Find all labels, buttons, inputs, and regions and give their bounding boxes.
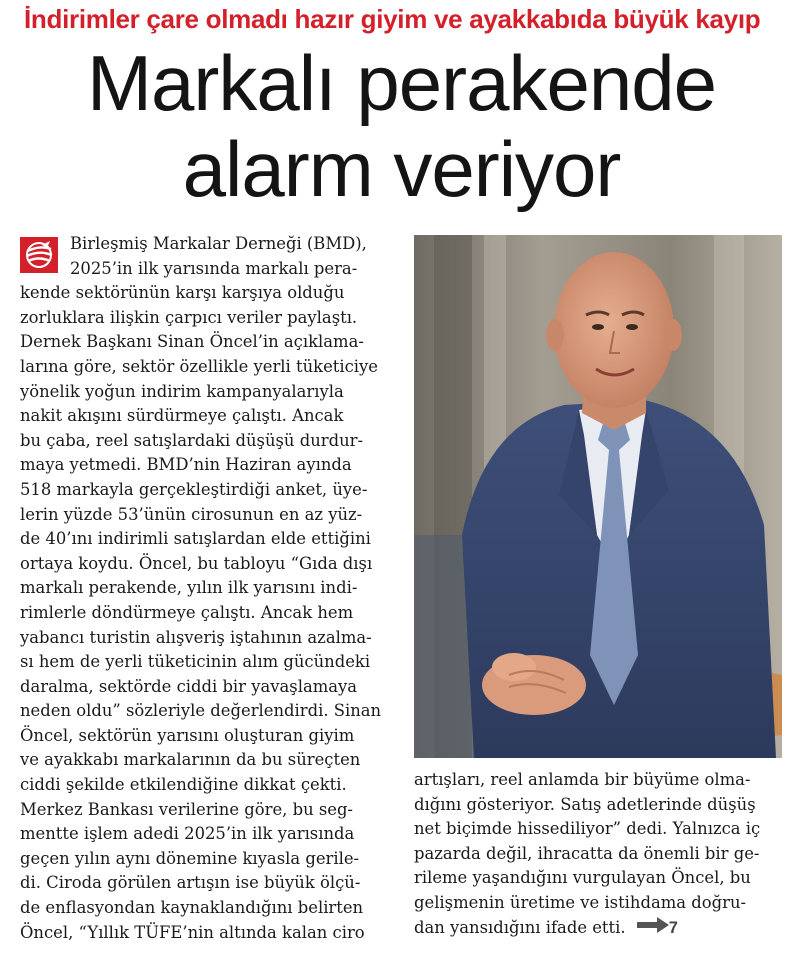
headline-line-2: alarm veriyor <box>182 125 621 213</box>
paragraph-line: ortaya koydu. Öncel, bu tabloyu “Gıda dışı <box>20 553 373 573</box>
paragraph-line: de 40’ını indirimli satışlardan elde ettiğini <box>20 529 371 549</box>
headline <box>0 40 803 212</box>
paragraph-line: Merkez Bankası verilerine göre, bu seg- <box>20 799 353 819</box>
paragraph-line: dan yansıdığını ifade etti. <box>414 917 626 937</box>
paragraph-line: de enflasyondan kaynaklandığını belirten <box>20 898 364 918</box>
paragraph-line: yabancı turistin alışveriş iştahının azalma- <box>20 627 372 647</box>
paragraph-line: rileme yaşandığını vurgulayan Öncel, bu <box>414 868 751 888</box>
paragraph-line: Öncel, “Yıllık TÜFE’nin altında kalan ciro <box>20 922 365 942</box>
paragraph-line: lerin yüzde 53’ünün cirosunun en az yüz- <box>20 504 363 524</box>
paragraph-line: zorluklara ilişkin çarpıcı veriler paylaştı. <box>20 307 358 327</box>
continue-arrow-icon <box>637 916 669 941</box>
portrait-photo <box>414 235 782 758</box>
paragraph-line: rimlerle döndürmeye çalıştı. Ancak hem <box>20 602 354 622</box>
paragraph-line: maya yetmedi. BMD’nin Haziran ayında <box>20 455 352 475</box>
paragraph-last-line <box>414 916 782 941</box>
paragraph-line: 2025’in ilk yarısında markalı pera- <box>70 258 358 278</box>
continued-page-number[interactable]: 7 <box>668 918 678 937</box>
paragraph-line: Dernek Başkanı Sinan Öncel’in açıklama- <box>20 332 364 352</box>
paragraph-line: bu çaba, reel satışlardaki düşüşü durdur- <box>20 430 364 450</box>
paragraph-line: daralma, sektörde ciddi bir yavaşlamaya <box>20 676 358 696</box>
paragraph-line: markalı perakende, yılın ilk yarısını indi- <box>20 578 358 598</box>
paragraph-line: di. Ciroda görülen artışın ise büyük ölçü- <box>20 873 361 893</box>
paragraph-line: dığını gösteriyor. Satış adetlerinde düşüş <box>414 794 756 814</box>
paragraph-line: nakit akışını sürdürmeye çalıştı. Ancak <box>20 406 344 426</box>
paragraph-line: larına göre, sektör özellikle yerli tüketiciye <box>20 356 378 376</box>
paragraph-line: neden oldu” sözleriyle değerlendirdi. Sinan <box>20 701 382 721</box>
kicker: İndirimler çare olmadı hazır giyim ve ayakkabıda büyük kayıp <box>24 4 761 34</box>
article-column-left <box>20 232 394 945</box>
paragraph-line: pazarda değil, ihracatta da önemli bir ge- <box>414 843 760 863</box>
paragraph-line: ve ayakkabı markalarının da bu süreçten <box>20 750 361 770</box>
paragraph-line: net biçimde hissediliyor” dedi. Yalnızca iç <box>414 819 761 839</box>
paragraph-line: geçen yılın aynı dönemine kıyasla gerile- <box>20 848 360 868</box>
paragraph-line: kende sektörünün karşı karşıya olduğu <box>20 283 345 303</box>
paragraph-line: sı hem de yerli tüketicinin alım gücündeki <box>20 652 371 672</box>
paragraph-line: ciddi şekilde etkilendiğine dikkat çekti. <box>20 775 347 795</box>
paragraph-line: 518 markayla gerçekleştirdiği anket, üye- <box>20 479 368 499</box>
paragraph-line: Birleşmiş Markalar Derneği (BMD), <box>70 234 367 253</box>
paragraph-line: Öncel, sektörün yarısını oluşturan giyim <box>20 725 355 745</box>
paragraph-line: mentte işlem adedi 2025’in ilk yarısında <box>20 824 355 844</box>
article-column-right <box>414 768 782 940</box>
headline-line-1: Markalı perakende <box>86 39 716 127</box>
paragraph-line: artışları, reel anlamda bir büyüme olma- <box>414 770 751 789</box>
paragraph-line: yönelik yoğun indirim kampanyalarıyla <box>20 381 344 401</box>
paragraph-line: gelişmenin üretime ve istihdama doğru- <box>414 892 747 912</box>
